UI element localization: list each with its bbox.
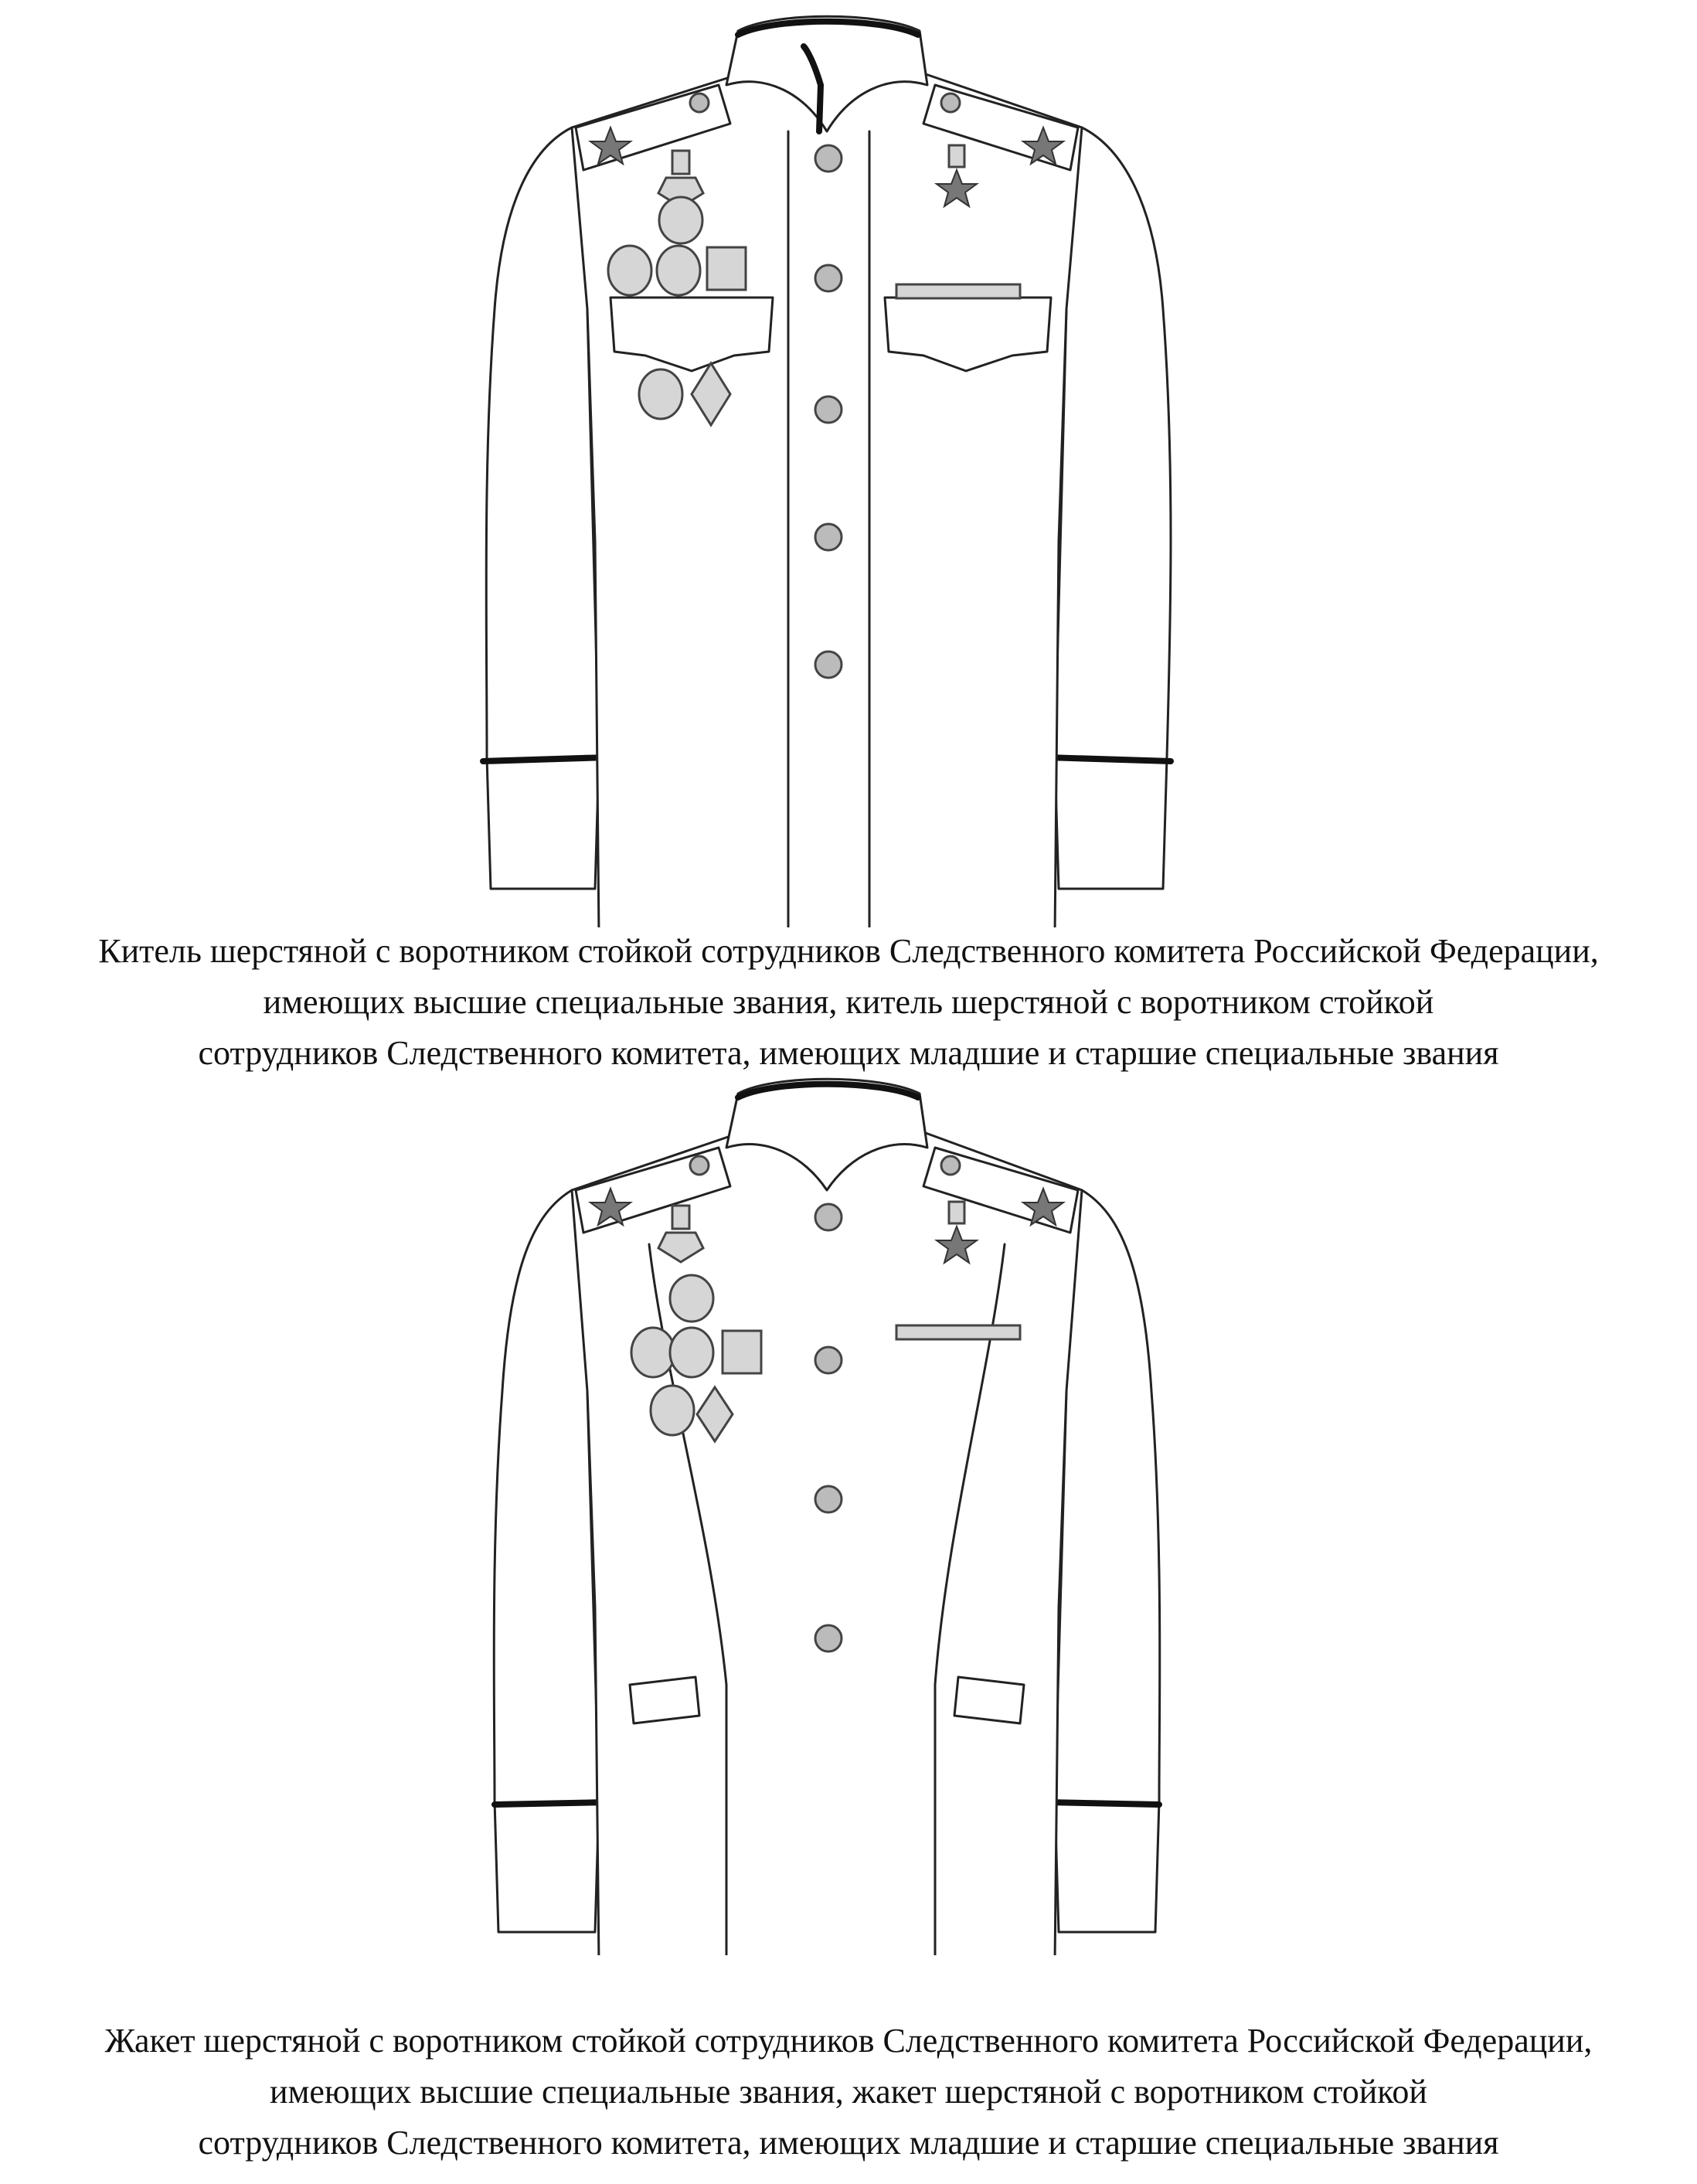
caption-line: Китель шерстяной с воротником стойкой сотрудников Следственного комитета Российской Федерации, bbox=[98, 932, 1599, 970]
right-cuff-stripe bbox=[1047, 757, 1171, 761]
tunic-body bbox=[572, 73, 1082, 927]
jacket-drawing bbox=[0, 1066, 1697, 1955]
button-5 bbox=[815, 651, 842, 678]
right-cuff-stripe bbox=[1047, 1802, 1159, 1805]
tunic-drawing bbox=[0, 0, 1697, 927]
jacket-caption bbox=[0, 2016, 1697, 2169]
button-2 bbox=[815, 265, 842, 291]
button-3 bbox=[815, 1486, 842, 1512]
caption-line: имеющих высшие специальные звания, китель шерстяной с воротником стойкой bbox=[263, 983, 1434, 1021]
medal-right bbox=[949, 145, 964, 167]
ribbon-bar bbox=[896, 284, 1020, 298]
button-1 bbox=[815, 1204, 842, 1230]
button-1 bbox=[815, 145, 842, 172]
caption-line: сотрудников Следственного комитета, имеющих младшие и старшие специальные звания bbox=[198, 1034, 1499, 1072]
button-3 bbox=[815, 396, 842, 423]
tunic-caption bbox=[0, 926, 1697, 1079]
left-hip-pocket bbox=[630, 1677, 699, 1723]
caption-line: сотрудников Следственного комитета, имеющих младшие и старшие специальные звания bbox=[198, 2124, 1499, 2162]
button-4 bbox=[815, 524, 842, 550]
left-cuff-stripe bbox=[495, 1802, 607, 1805]
button-2 bbox=[815, 1347, 842, 1373]
jacket-body bbox=[572, 1132, 1082, 1955]
right-hip-pocket bbox=[954, 1677, 1024, 1723]
caption-line: Жакет шерстяной с воротником стойкой сотрудников Следственного комитета Российской Федерации, bbox=[104, 2022, 1593, 2060]
ribbon-bar bbox=[896, 1325, 1020, 1339]
medal-left bbox=[672, 151, 689, 174]
button-4 bbox=[815, 1625, 842, 1652]
tunic-figure bbox=[0, 0, 1697, 927]
caption-line: имеющих высшие специальные звания, жакет шерстяной с воротником стойкой bbox=[270, 2073, 1427, 2111]
left-cuff-stripe bbox=[483, 757, 607, 761]
jacket-figure bbox=[0, 1066, 1697, 1955]
